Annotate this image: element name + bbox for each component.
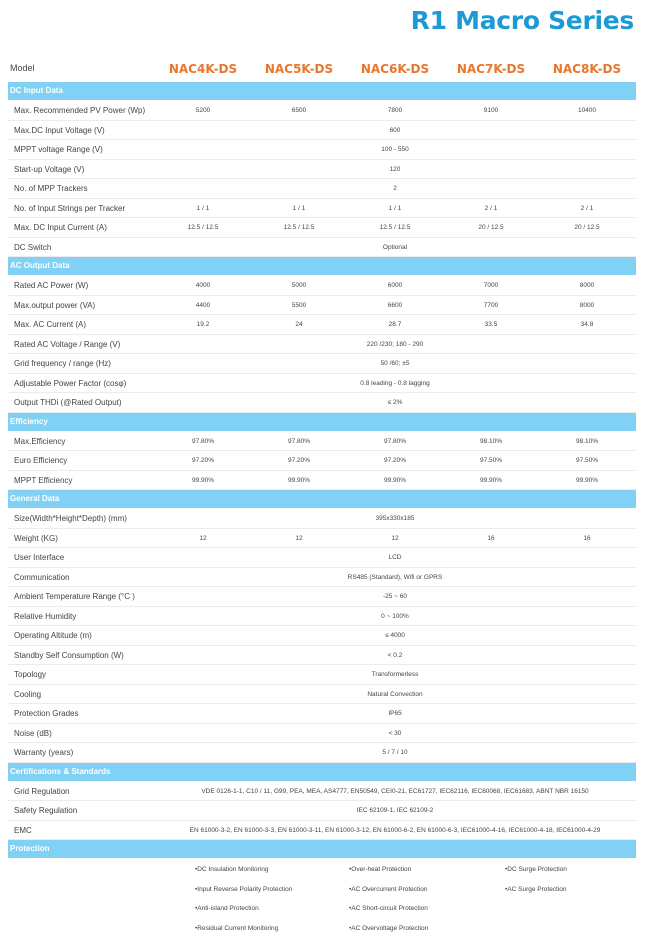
spec-label: Start-up Voltage (V) xyxy=(14,164,85,174)
protection-item: • Input Reverse Polarity Protection xyxy=(195,886,292,893)
spec-row xyxy=(8,140,636,160)
spec-value: 99.90% xyxy=(383,476,407,484)
spec-row xyxy=(8,568,636,588)
spec-value: 10400 xyxy=(577,107,597,114)
spec-value: 6500 xyxy=(291,107,307,114)
spec-row xyxy=(8,607,636,627)
spec-value: 12.5 / 12.5 xyxy=(283,224,315,231)
spec-value: ≤ 2% xyxy=(387,399,403,406)
spec-row xyxy=(8,315,636,335)
spec-value: 100 - 550 xyxy=(381,146,409,153)
spec-value: 98.10% xyxy=(575,437,599,445)
spec-value: -25 ~ 60 xyxy=(382,593,408,600)
spec-value: 19.2 xyxy=(196,321,210,328)
spec-value: 99.90% xyxy=(575,476,599,484)
spec-label: No. of Input Strings per Tracker xyxy=(14,203,126,213)
model-name: NAC8K-DS xyxy=(552,62,622,76)
spec-row xyxy=(8,626,636,646)
spec-row xyxy=(8,685,636,705)
protection-item: • DC Surge Protection xyxy=(505,866,567,873)
spec-row xyxy=(8,821,636,841)
spec-value: 20 / 12.5 xyxy=(478,224,504,231)
spec-value: < 0.2 xyxy=(387,651,403,659)
section-header xyxy=(8,82,636,100)
spec-row xyxy=(8,529,636,549)
spec-label: Size(Width*Height*Depth) (mm) xyxy=(14,514,127,523)
spec-label: Max.DC Input Voltage (V) xyxy=(14,125,105,135)
spec-value: 2 / 1 xyxy=(580,204,594,212)
spec-value: 5 / 7 / 10 xyxy=(382,749,408,756)
spec-row xyxy=(8,335,636,355)
spec-value: 34.8 xyxy=(580,321,594,328)
spec-value: 33.5 xyxy=(484,321,498,328)
section-title: Certifications & Standards xyxy=(10,766,111,776)
spec-row xyxy=(8,743,636,763)
spec-label: Rated AC Power (W) xyxy=(14,281,89,290)
spec-value: 7700 xyxy=(483,301,499,309)
spec-label: Ambient Temperature Range (°C ) xyxy=(14,592,135,601)
spec-label: Weight (KG) xyxy=(14,533,58,543)
spec-value: 99.90% xyxy=(479,476,503,484)
spec-label: Operating Altitude (m) xyxy=(14,631,92,640)
model-name: NAC6K-DS xyxy=(360,62,430,76)
spec-value: 8000 xyxy=(579,301,595,309)
spec-value: 28.7 xyxy=(388,321,402,328)
spec-label: Protection Grades xyxy=(14,709,79,718)
spec-value: 97.80% xyxy=(191,437,215,445)
spec-label: Topology xyxy=(14,670,47,679)
spec-value: 5000 xyxy=(291,282,307,289)
spec-label: Relative Humidity xyxy=(14,611,77,621)
spec-value: 395x330x185 xyxy=(375,515,415,522)
spec-value: 5500 xyxy=(291,301,307,309)
spec-label: User Interface xyxy=(14,553,65,562)
spec-value: 12 xyxy=(295,534,303,542)
spec-row xyxy=(8,587,636,607)
spec-value: 97.20% xyxy=(287,457,311,464)
spec-value: 0.8 leading - 0.8 lagging xyxy=(360,379,430,387)
spec-value: ≤ 4000 xyxy=(385,632,405,639)
spec-row xyxy=(8,374,636,394)
spec-value: 97.80% xyxy=(383,437,407,445)
spec-row xyxy=(8,238,636,258)
spec-value: 1 / 1 xyxy=(196,204,210,212)
spec-value: 0 ~ 100% xyxy=(381,612,409,620)
spec-value: 99.90% xyxy=(287,476,311,484)
spec-row xyxy=(8,704,636,724)
spec-value: RS485 (Standard), Wifi or GPRS xyxy=(347,573,443,581)
spec-label: Adjustable Power Factor (cosφ) xyxy=(14,378,127,388)
spec-row xyxy=(8,354,636,374)
spec-label: Output THDi (@Rated Output) xyxy=(14,398,122,407)
model-name: NAC5K-DS xyxy=(264,62,334,76)
spec-value: 12.5 / 12.5 xyxy=(379,224,411,231)
spec-value: 1 / 1 xyxy=(292,204,306,212)
protection-item: • Anti-island Protection xyxy=(195,905,259,912)
spec-row xyxy=(8,101,636,121)
spec-value: 2 xyxy=(393,185,397,192)
spec-row xyxy=(8,121,636,141)
spec-value: 6000 xyxy=(387,282,403,289)
section-title: General Data xyxy=(10,494,60,503)
protection-item: • DC Insulation Monitoring xyxy=(195,866,268,873)
spec-row xyxy=(8,548,636,568)
spec-value: Transformerless xyxy=(371,671,419,678)
spec-value: 16 xyxy=(487,534,495,542)
spec-row xyxy=(8,646,636,666)
spec-value: 7800 xyxy=(387,107,403,114)
spec-row xyxy=(8,724,636,744)
protection-item: • AC Surge Protection xyxy=(505,886,567,893)
spec-label: EMC xyxy=(14,825,32,835)
spec-row xyxy=(8,218,636,238)
spec-row xyxy=(8,801,636,821)
spec-value: 5200 xyxy=(195,107,211,114)
model-label: Model xyxy=(10,63,35,73)
spec-value: 120 xyxy=(389,165,401,173)
protection-item: • Over-heat Protection xyxy=(349,866,411,873)
section-title: Efficiency xyxy=(10,416,48,426)
spec-value: 97.80% xyxy=(287,437,311,445)
spec-label: Grid frequency / range (Hz) xyxy=(14,359,111,368)
spec-row xyxy=(8,665,636,685)
spec-row xyxy=(8,276,636,296)
spec-value: 4000 xyxy=(195,282,211,289)
section-header xyxy=(8,413,636,431)
spec-value: Optional xyxy=(382,243,408,251)
spec-label: MPPT voltage Range (V) xyxy=(14,145,103,154)
protection-item: • Residual Current Monitoring xyxy=(195,925,278,932)
section-title: Protection xyxy=(10,844,50,853)
spec-label: DC Switch xyxy=(14,242,52,252)
spec-row xyxy=(8,179,636,199)
spec-label: Euro Efficiency xyxy=(14,456,68,465)
spec-label: No. of MPP Trackers xyxy=(14,184,88,193)
spec-label: Warranty (years) xyxy=(14,748,74,757)
spec-value: 16 xyxy=(583,534,591,542)
page-title: R1 Macro Series xyxy=(410,6,634,35)
section-header xyxy=(8,257,636,275)
model-name: NAC4K-DS xyxy=(168,62,238,76)
spec-value: 600 xyxy=(389,126,401,134)
spec-label: Max. AC Current (A) xyxy=(14,320,87,329)
spec-row xyxy=(8,296,636,316)
section-header xyxy=(8,763,636,781)
spec-value: 9100 xyxy=(483,107,499,114)
spec-label: Safety Regulation xyxy=(14,806,78,815)
spec-value: 97.20% xyxy=(191,457,215,464)
spec-label: Max. DC Input Current (A) xyxy=(14,223,107,232)
spec-value: LCD xyxy=(388,554,402,561)
spec-row xyxy=(8,471,636,491)
spec-row xyxy=(8,509,636,529)
section-header xyxy=(8,840,636,858)
protection-item: • AC Overcurrent Protection xyxy=(349,886,428,893)
spec-label: Noise (dB) xyxy=(14,728,52,738)
section-title: DC Input Data xyxy=(10,86,63,95)
spec-row xyxy=(8,451,636,471)
spec-label: Communication xyxy=(14,572,70,582)
spec-value: < 30 xyxy=(388,729,402,737)
spec-row xyxy=(8,393,636,413)
spec-value: 8000 xyxy=(579,282,595,289)
spec-value: IP65 xyxy=(388,710,402,717)
spec-label: Standby Self Consumption (W) xyxy=(14,650,124,660)
spec-value: 12.5 / 12.5 xyxy=(187,224,219,231)
spec-value: 4400 xyxy=(195,301,211,309)
spec-value: 12 xyxy=(391,534,399,542)
spec-row xyxy=(8,160,636,180)
spec-label: Cooling xyxy=(14,689,42,699)
spec-value: 220 /230; 180 - 290 xyxy=(366,340,424,348)
spec-value: 2 / 1 xyxy=(484,204,498,212)
section-header xyxy=(8,490,636,508)
spec-value: 97.50% xyxy=(575,457,599,464)
spec-value: 50 /60; ±5 xyxy=(380,360,410,367)
model-header-row xyxy=(8,60,638,80)
spec-label: Rated AC Voltage / Range (V) xyxy=(14,339,121,349)
spec-value: Natural Convection xyxy=(367,690,423,698)
spec-value: 6600 xyxy=(387,301,403,309)
spec-value: 98.10% xyxy=(479,437,503,445)
spec-value: IEC 62109-1, IEC 62109-2 xyxy=(356,807,434,814)
spec-value: 1 / 1 xyxy=(388,204,402,212)
spec-label: Max.Efficiency xyxy=(14,436,66,446)
spec-value: 97.20% xyxy=(383,457,407,464)
spec-label: Max.output power (VA) xyxy=(14,300,96,310)
spec-value: 7000 xyxy=(483,282,499,289)
spec-value: 99.90% xyxy=(191,476,215,484)
spec-row xyxy=(8,782,636,802)
spec-label: Max. Recommended PV Power (Wp) xyxy=(14,106,146,115)
spec-row xyxy=(8,432,636,452)
protection-item: • AC Short-circuit Protection xyxy=(349,905,428,912)
spec-value: 20 / 12.5 xyxy=(574,224,600,231)
model-name: NAC7K-DS xyxy=(456,62,526,76)
spec-label: MPPT Efficiency xyxy=(14,475,73,485)
spec-value: 24 xyxy=(295,321,303,328)
spec-value: EN 61000-3-2, EN 61000-3-3, EN 61000-3-11, EN 61000-3-12, EN 61000-6-2, EN 61000-6-3, IEC61000-4-16, IEC61000-4-18, IEC61000-4-29 xyxy=(189,826,601,834)
spec-value: VDE 0126-1-1, C10 / 11, G99, PEA, MEA, AS4777, EN50549, CEI0-21, EC61727, IEC62116, IEC60068, IEC61683, ABNT NBR 16150 xyxy=(201,787,589,795)
spec-row xyxy=(8,199,636,219)
spec-label: Grid Regulation xyxy=(14,786,70,796)
spec-value: 97.50% xyxy=(479,457,503,464)
spec-value: 12 xyxy=(199,534,207,542)
section-title: AC Output Data xyxy=(10,261,70,270)
protection-item: • AC Overvoltage Protection xyxy=(349,925,428,932)
